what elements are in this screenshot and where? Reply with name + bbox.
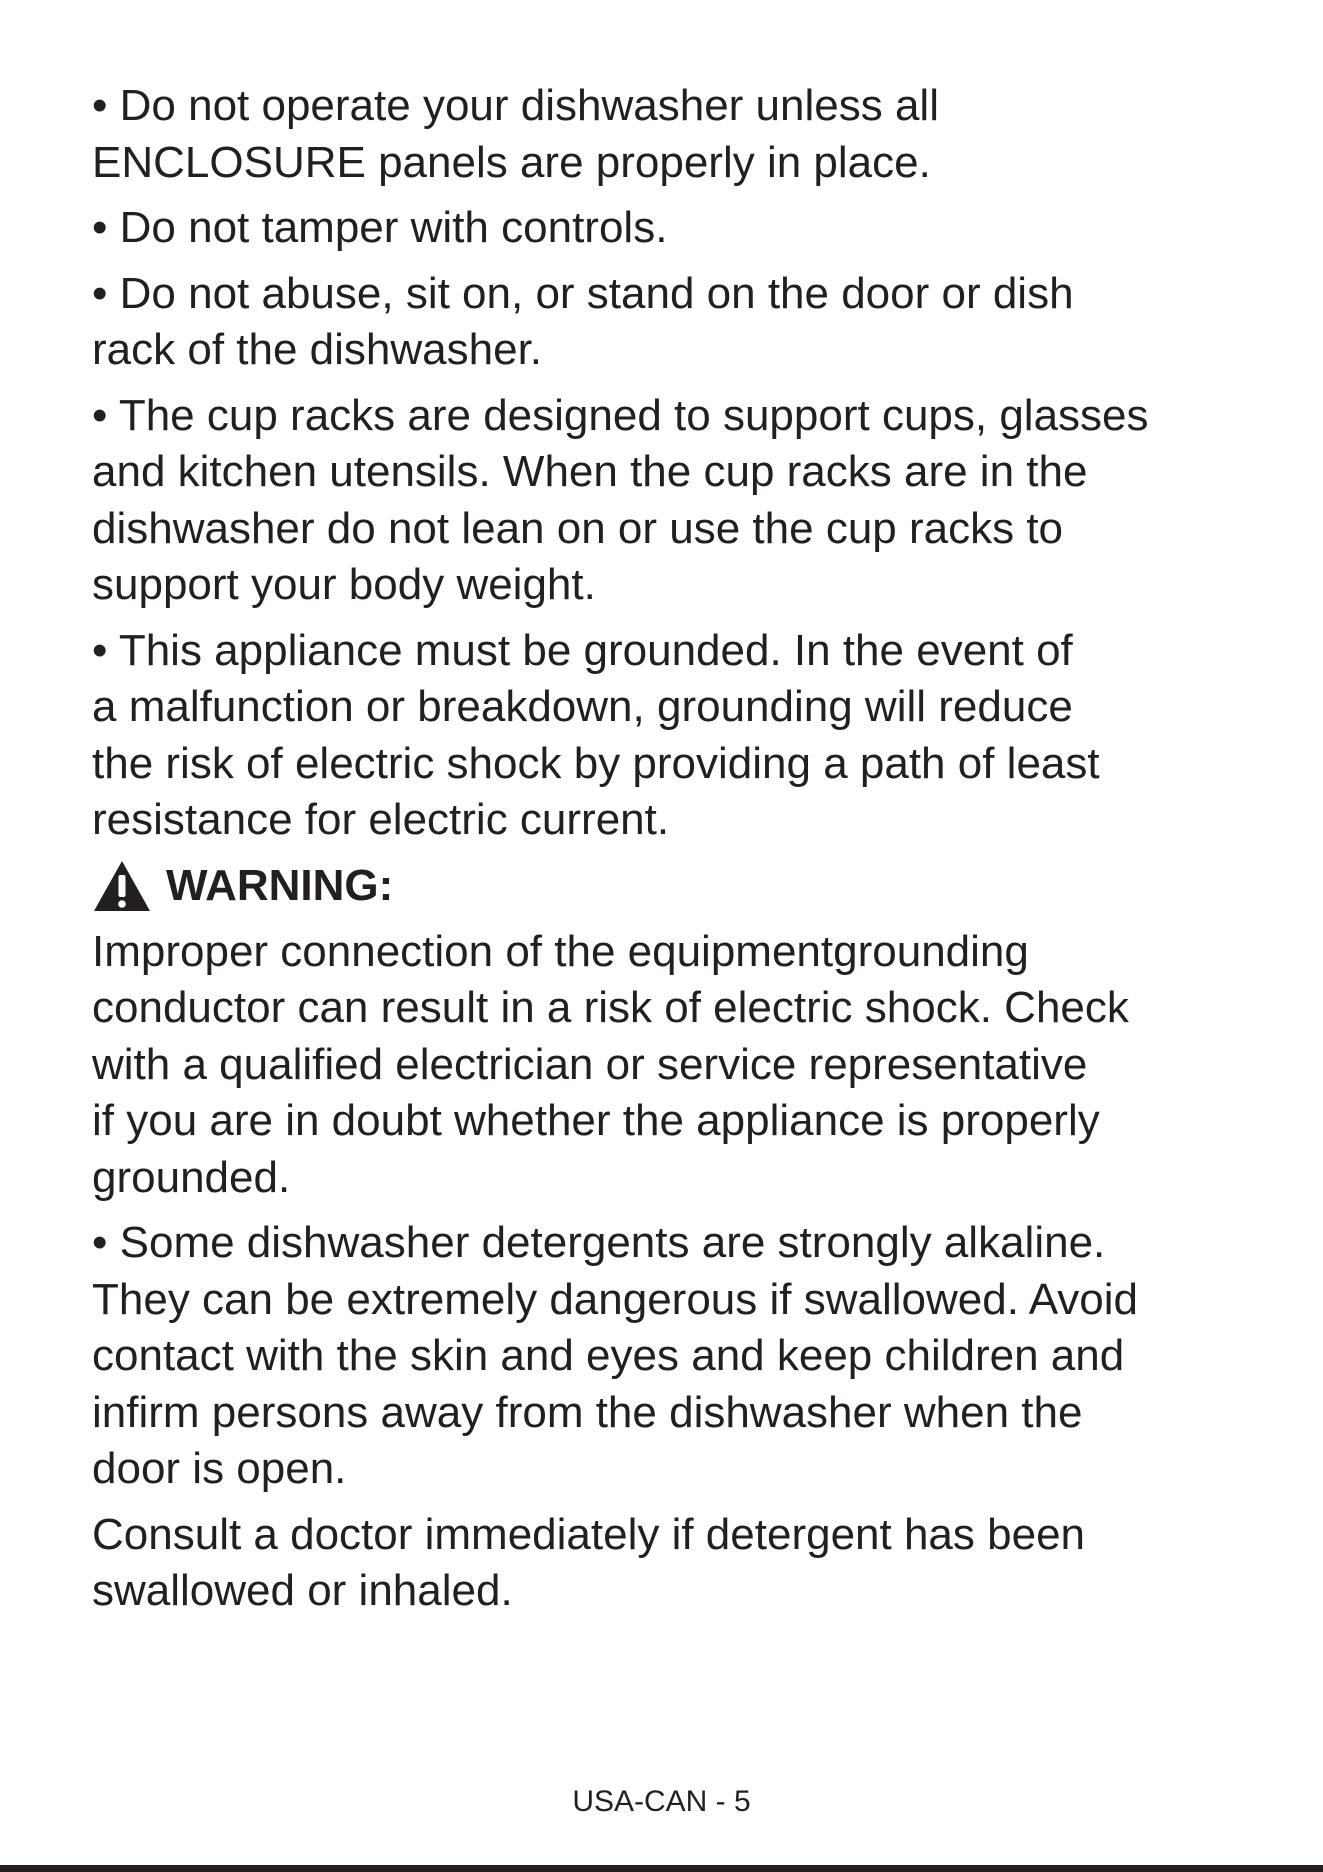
bullet-alkaline-detergents: • Some dishwasher detergents are strongly alkaline. They can be extremely dangerous if swallowed. Avoid contact with the skin and eyes and keep children and infirm persons away from the dishwasher when the door is open.: [92, 1218, 1138, 1493]
bullet-cup-racks: • The cup racks are designed to support cups, glasses and kitchen utensils. When the cup racks are in the dishwasher do not lean on or use the cup racks to support your body weight.: [92, 390, 1149, 609]
warning-heading: [92, 858, 1272, 914]
bullet-tamper-controls: • Do not tamper with controls.: [92, 203, 668, 252]
warning-triangle-icon: [92, 859, 152, 913]
bottom-rule: [0, 1865, 1323, 1872]
page-number: USA-CAN - 5: [572, 1785, 751, 1818]
warning-label: WARNING:: [166, 860, 394, 910]
consult-doctor: Consult a doctor immediately if detergent has been swallowed or inhaled.: [92, 1509, 1086, 1615]
bullet-door-rack-abuse: • Do not abuse, sit on, or stand on the door or dish rack of the dishwasher.: [92, 268, 1074, 374]
page-content: [92, 78, 1272, 1629]
warning-improper-connection: Improper connection of the equipmentgrounding conductor can result in a risk of electric shock. Check with a qualified electrician or service representative if you are in doubt whether the appliance is properly grounded.: [92, 926, 1129, 1202]
bullet-enclosure-panels: • Do not operate your dishwasher unless all ENCLOSURE panels are properly in place.: [92, 81, 939, 187]
bullet-grounding: • This appliance must be grounded. In the event of a malfunction or breakdown, grounding will reduce the risk of electric shock by providing a path of least resistance for electric current.: [92, 625, 1100, 844]
